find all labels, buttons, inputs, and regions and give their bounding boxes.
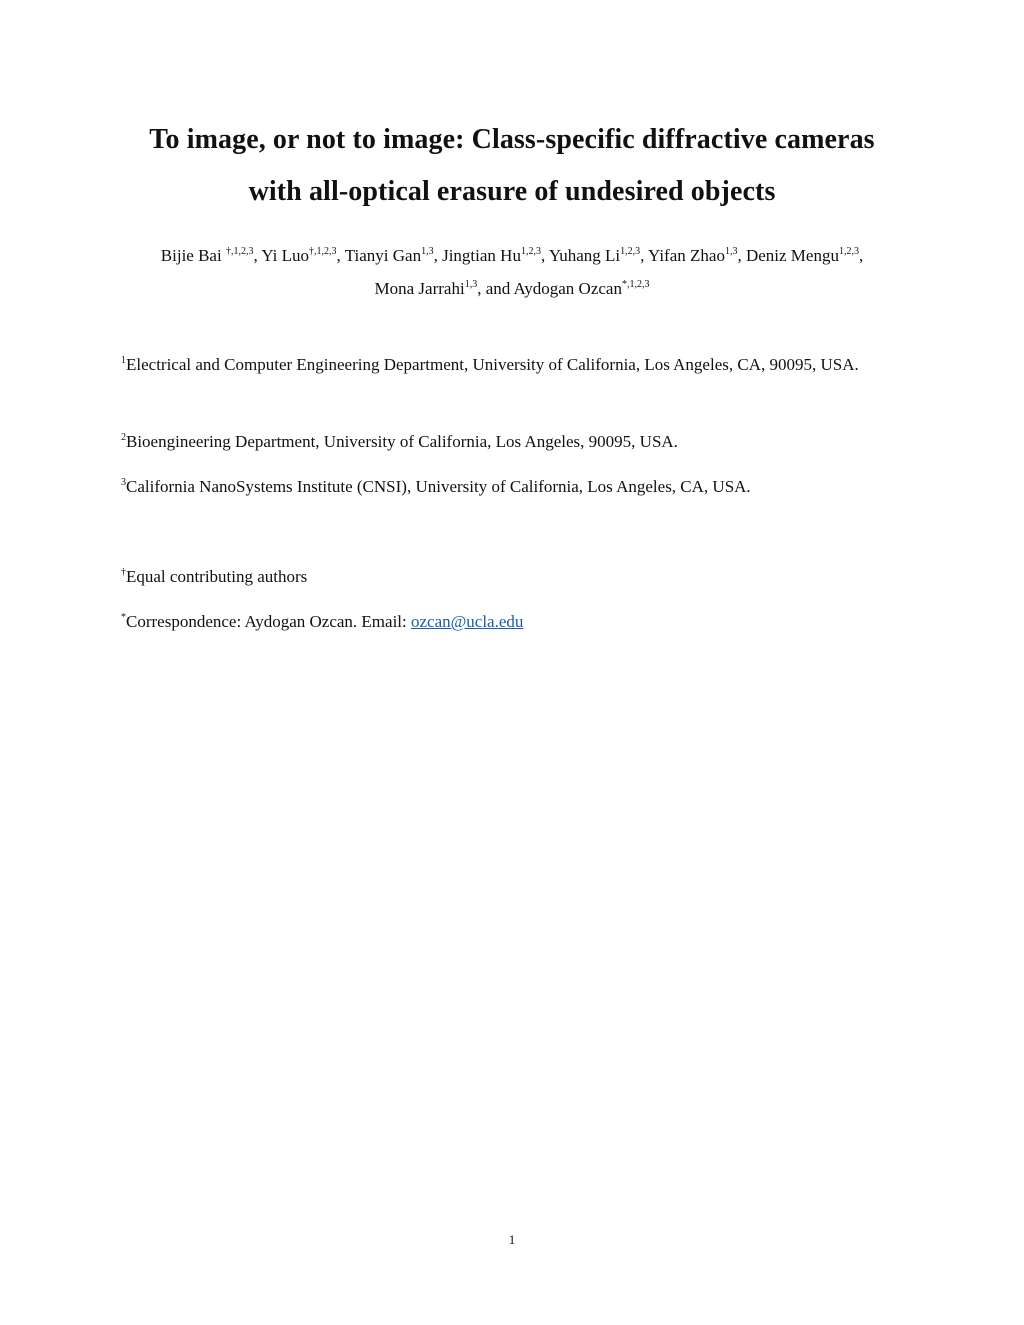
author-separator: , [640,246,648,265]
affiliation-text: Electrical and Computer Engineering Department, University of California, Los Angeles, CA, 90095, USA. [126,355,859,374]
author-affiliation-mark: 1,2,3 [520,246,541,257]
paper-title-line-2: with all-optical erasure of undesired objects [248,176,776,207]
author-affiliation-mark: 1,3 [464,279,478,290]
author-affiliation-mark: 1,3 [724,246,738,257]
author-separator: , [253,246,262,265]
correspondence-note [121,606,911,638]
affiliation-1 [121,349,911,381]
author-affiliation-mark: 1,2,3 [620,246,641,257]
affiliation-text: Bioengineering Department, University of California, Los Angeles, 90095, USA. [126,432,678,451]
author-name: Tianyi Gan [344,246,422,265]
equal-contribution-text: Equal contributing authors [126,567,308,586]
author-name: Jingtian Hu [442,246,521,265]
affiliation-number: 1 [121,355,126,366]
affiliation-2 [121,426,911,458]
author-name: Bijie Bai [160,246,222,265]
email-link[interactable]: ozcan@ucla.edu [411,612,524,631]
affiliation-3 [121,471,911,503]
affiliation-number: 3 [121,477,126,488]
author-affiliation-mark: †,1,2,3 [309,246,337,257]
author-affiliation-mark: *,1,2,3 [621,279,650,290]
asterisk-mark: * [121,612,126,623]
paper-title-line-1: To image, or not to image: Class-specific diffractive cameras [149,124,875,155]
author-name: Yi Luo [261,246,310,265]
author-list-line-2 [0,280,1024,297]
correspondence-text: Correspondence: Aydogan Ozcan. Email: [126,612,411,631]
author-affiliation-mark: 1,2,3 [838,246,859,257]
author-name: Aydogan Ozcan [513,279,622,298]
author-name: Mona Jarrahi [374,279,465,298]
author-separator: , and [477,279,514,298]
author-separator: , [858,246,864,265]
author-separator: , [540,246,549,265]
author-name: Yifan Zhao [648,246,725,265]
author-separator: , [433,246,443,265]
affiliation-text: California NanoSystems Institute (CNSI), University of California, Los Angeles, CA, USA. [126,477,751,496]
author-list-line-1 [0,247,1024,264]
equal-contribution-note [121,561,911,593]
author-separator: , [336,246,345,265]
page-number: 1 [508,1232,516,1247]
dagger-mark: † [121,567,126,578]
affiliation-number: 2 [121,432,126,443]
author-affiliation-mark: †,1,2,3 [225,246,254,257]
author-affiliation-mark: 1,3 [421,246,434,257]
author-name: Yuhang Li [548,246,621,265]
author-separator: , [737,246,746,265]
author-name: Deniz Mengu [745,246,839,265]
